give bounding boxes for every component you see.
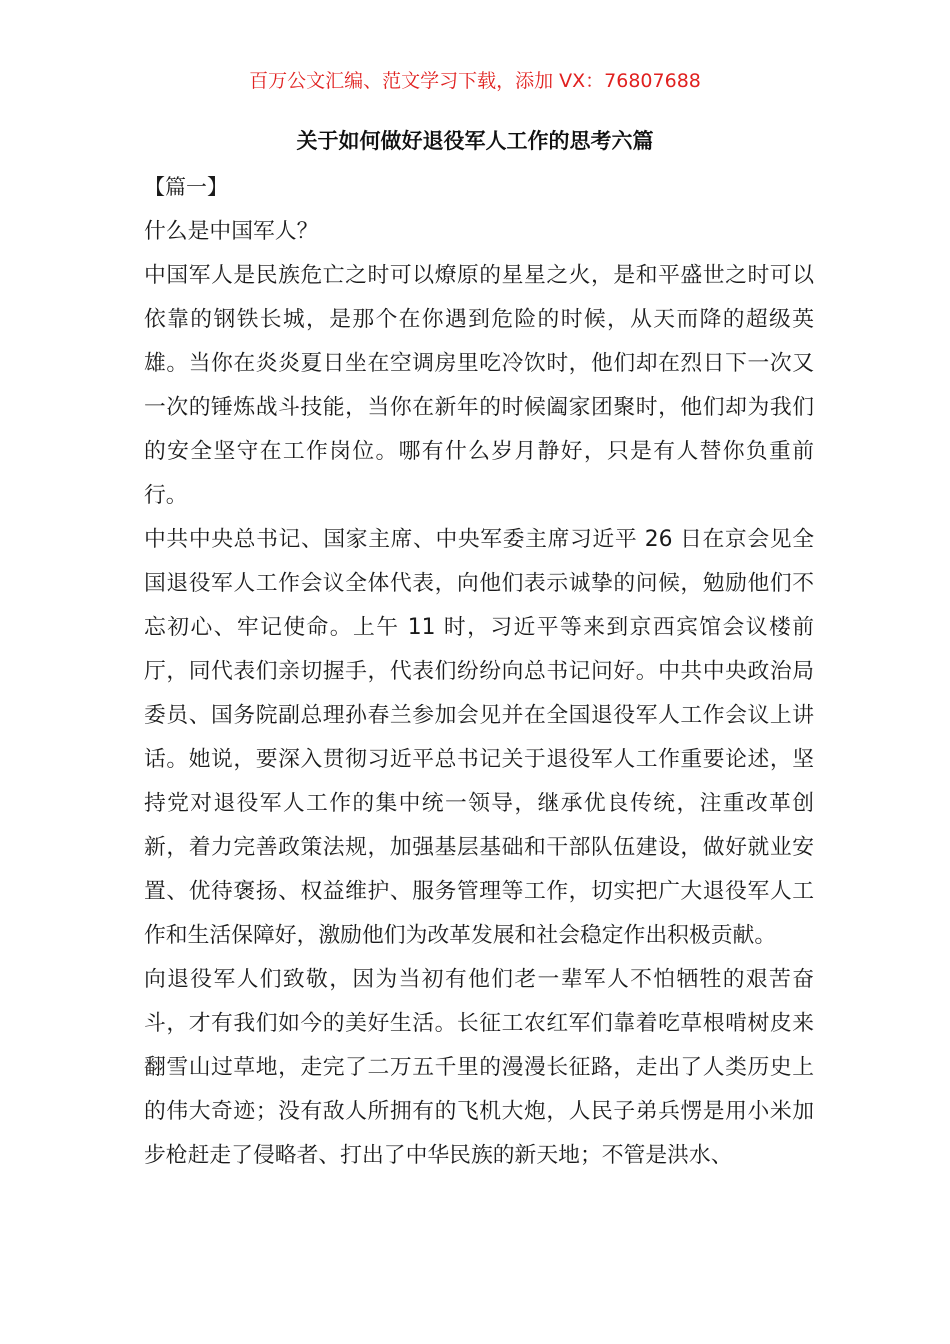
document-body bbox=[144, 210, 814, 1178]
document-title: 关于如何做好退役军人工作的思考六篇 bbox=[296, 129, 654, 153]
section-label: 【篇一】 bbox=[144, 175, 228, 199]
paragraph-question: 什么是中国军人？ bbox=[144, 219, 319, 244]
paragraph: 中国军人是民族危亡之时可以燎原的星星之火，是和平盛世之时可以依靠的钢铁长城，是那个在你遇到危险的时候，从天而降的超级英雄。当你在炎炎夏日坐在空调房里吃冷饮时，他们却在烈日下一次又一次的锤炼战斗技能，当你在新年的时候阖家团聚时，他们却为我们的安全坚守在工作岗位。哪有什么岁月静好，只是有人替你负重前行。 bbox=[144, 263, 814, 508]
paragraph: 向退役军人们致敬，因为当初有他们老一辈军人不怕牺牲的艰苦奋斗，才有我们如今的美好生活。长征工农红军们靠着吃草根啃树皮来翻雪山过草地，走完了二万五千里的漫漫长征路，走出了人类历史上的伟大奇迹；没有敌人所拥有的飞机大炮，人民子弟兵愣是用小米加步枪赶走了侵略者、打出了中华民族的新天地；不管是洪水、 bbox=[144, 967, 814, 1168]
promo-header: 百万公文汇编、范文学习下载，添加 VX：76807688 bbox=[249, 70, 701, 92]
paragraph: 中共中央总书记、国家主席、中央军委主席习近平 26 日在京会见全国退役军人工作会议全体代表，向他们表示诚挚的问候，勉励他们不忘初心、牢记使命。上午 11 时，习近平等来到京西宾馆会议楼前厅，同代表们亲切握手，代表们纷纷向总书记问好。中共中央政治局委员、国务院副总理孙春兰参加会见并在全国退役军人工作会议上讲话。她说，要深入贯彻习近平总书记关于退役军人工作重要论述，坚持党对退役军人工作的集中统一领导，继承优良传统，注重改革创新，着力完善政策法规，加强基层基础和干部队伍建设，做好就业安置、优待褒扬、权益维护、服务管理等工作，切实把广大退役军人工作和生活保障好，激励他们为改革发展和社会稳定作出积极贡献。 bbox=[144, 527, 814, 948]
